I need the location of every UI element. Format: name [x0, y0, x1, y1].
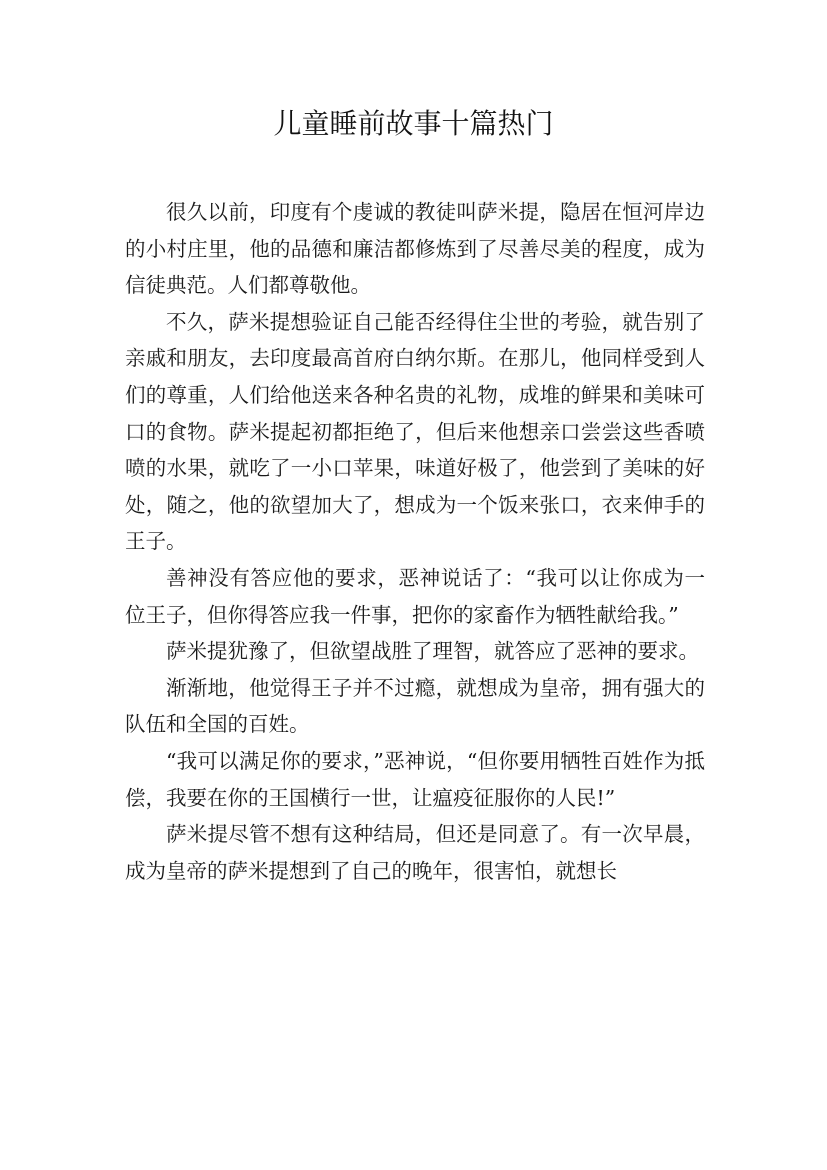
- paragraph: 善神没有答应他的要求，恶神说话了：“我可以让你成为一位王子，但你得答应我一件事，把你的家畜作为牺牲献给我。”: [125, 565, 705, 627]
- paragraph: 萨米提犹豫了，但欲望战胜了理智，就答应了恶神的要求。: [166, 639, 699, 664]
- paragraph: 不久，萨米提想验证自己能否经得住尘世的考验，就告别了亲戚和朋友，去印度最高首府白纳尔斯。在那儿，他同样受到人们的尊重，人们给他送来各种名贵的礼物，成堆的鲜果和美味可口的食物。萨米提起初都拒绝了，但后来他想亲口尝尝这些香喷喷的水果，就吃了一小口苹果，味道好极了，他尝到了美味的好处，随之，他的欲望加大了，想成为一个饭来张口，衣来伸手的王子。: [125, 309, 705, 554]
- paragraph: 渐渐地，他觉得王子并不过瘾，就想成为皇帝，拥有强大的队伍和全国的百姓。: [125, 675, 705, 737]
- paragraph: “我可以满足你的要求，”恶神说，“但你要用牺牲百姓作为抵偿，我要在你的王国横行一世，让瘟疫征服你的人民!”: [125, 748, 705, 810]
- paragraph: 很久以前，印度有个虔诚的教徒叫萨米提，隐居在恒河岸边的小村庄里，他的品德和廉洁都修炼到了尽善尽美的程度，成为信徒典范。人们都尊敬他。: [125, 200, 705, 298]
- document-title: 儿童睡前故事十篇热门: [273, 107, 554, 140]
- document-body: [125, 194, 705, 889]
- paragraph: 萨米提尽管不想有这种结局，但还是同意了。有一次早晨，成为皇帝的萨米提想到了自己的晚年，很害怕，就想长: [125, 822, 705, 883]
